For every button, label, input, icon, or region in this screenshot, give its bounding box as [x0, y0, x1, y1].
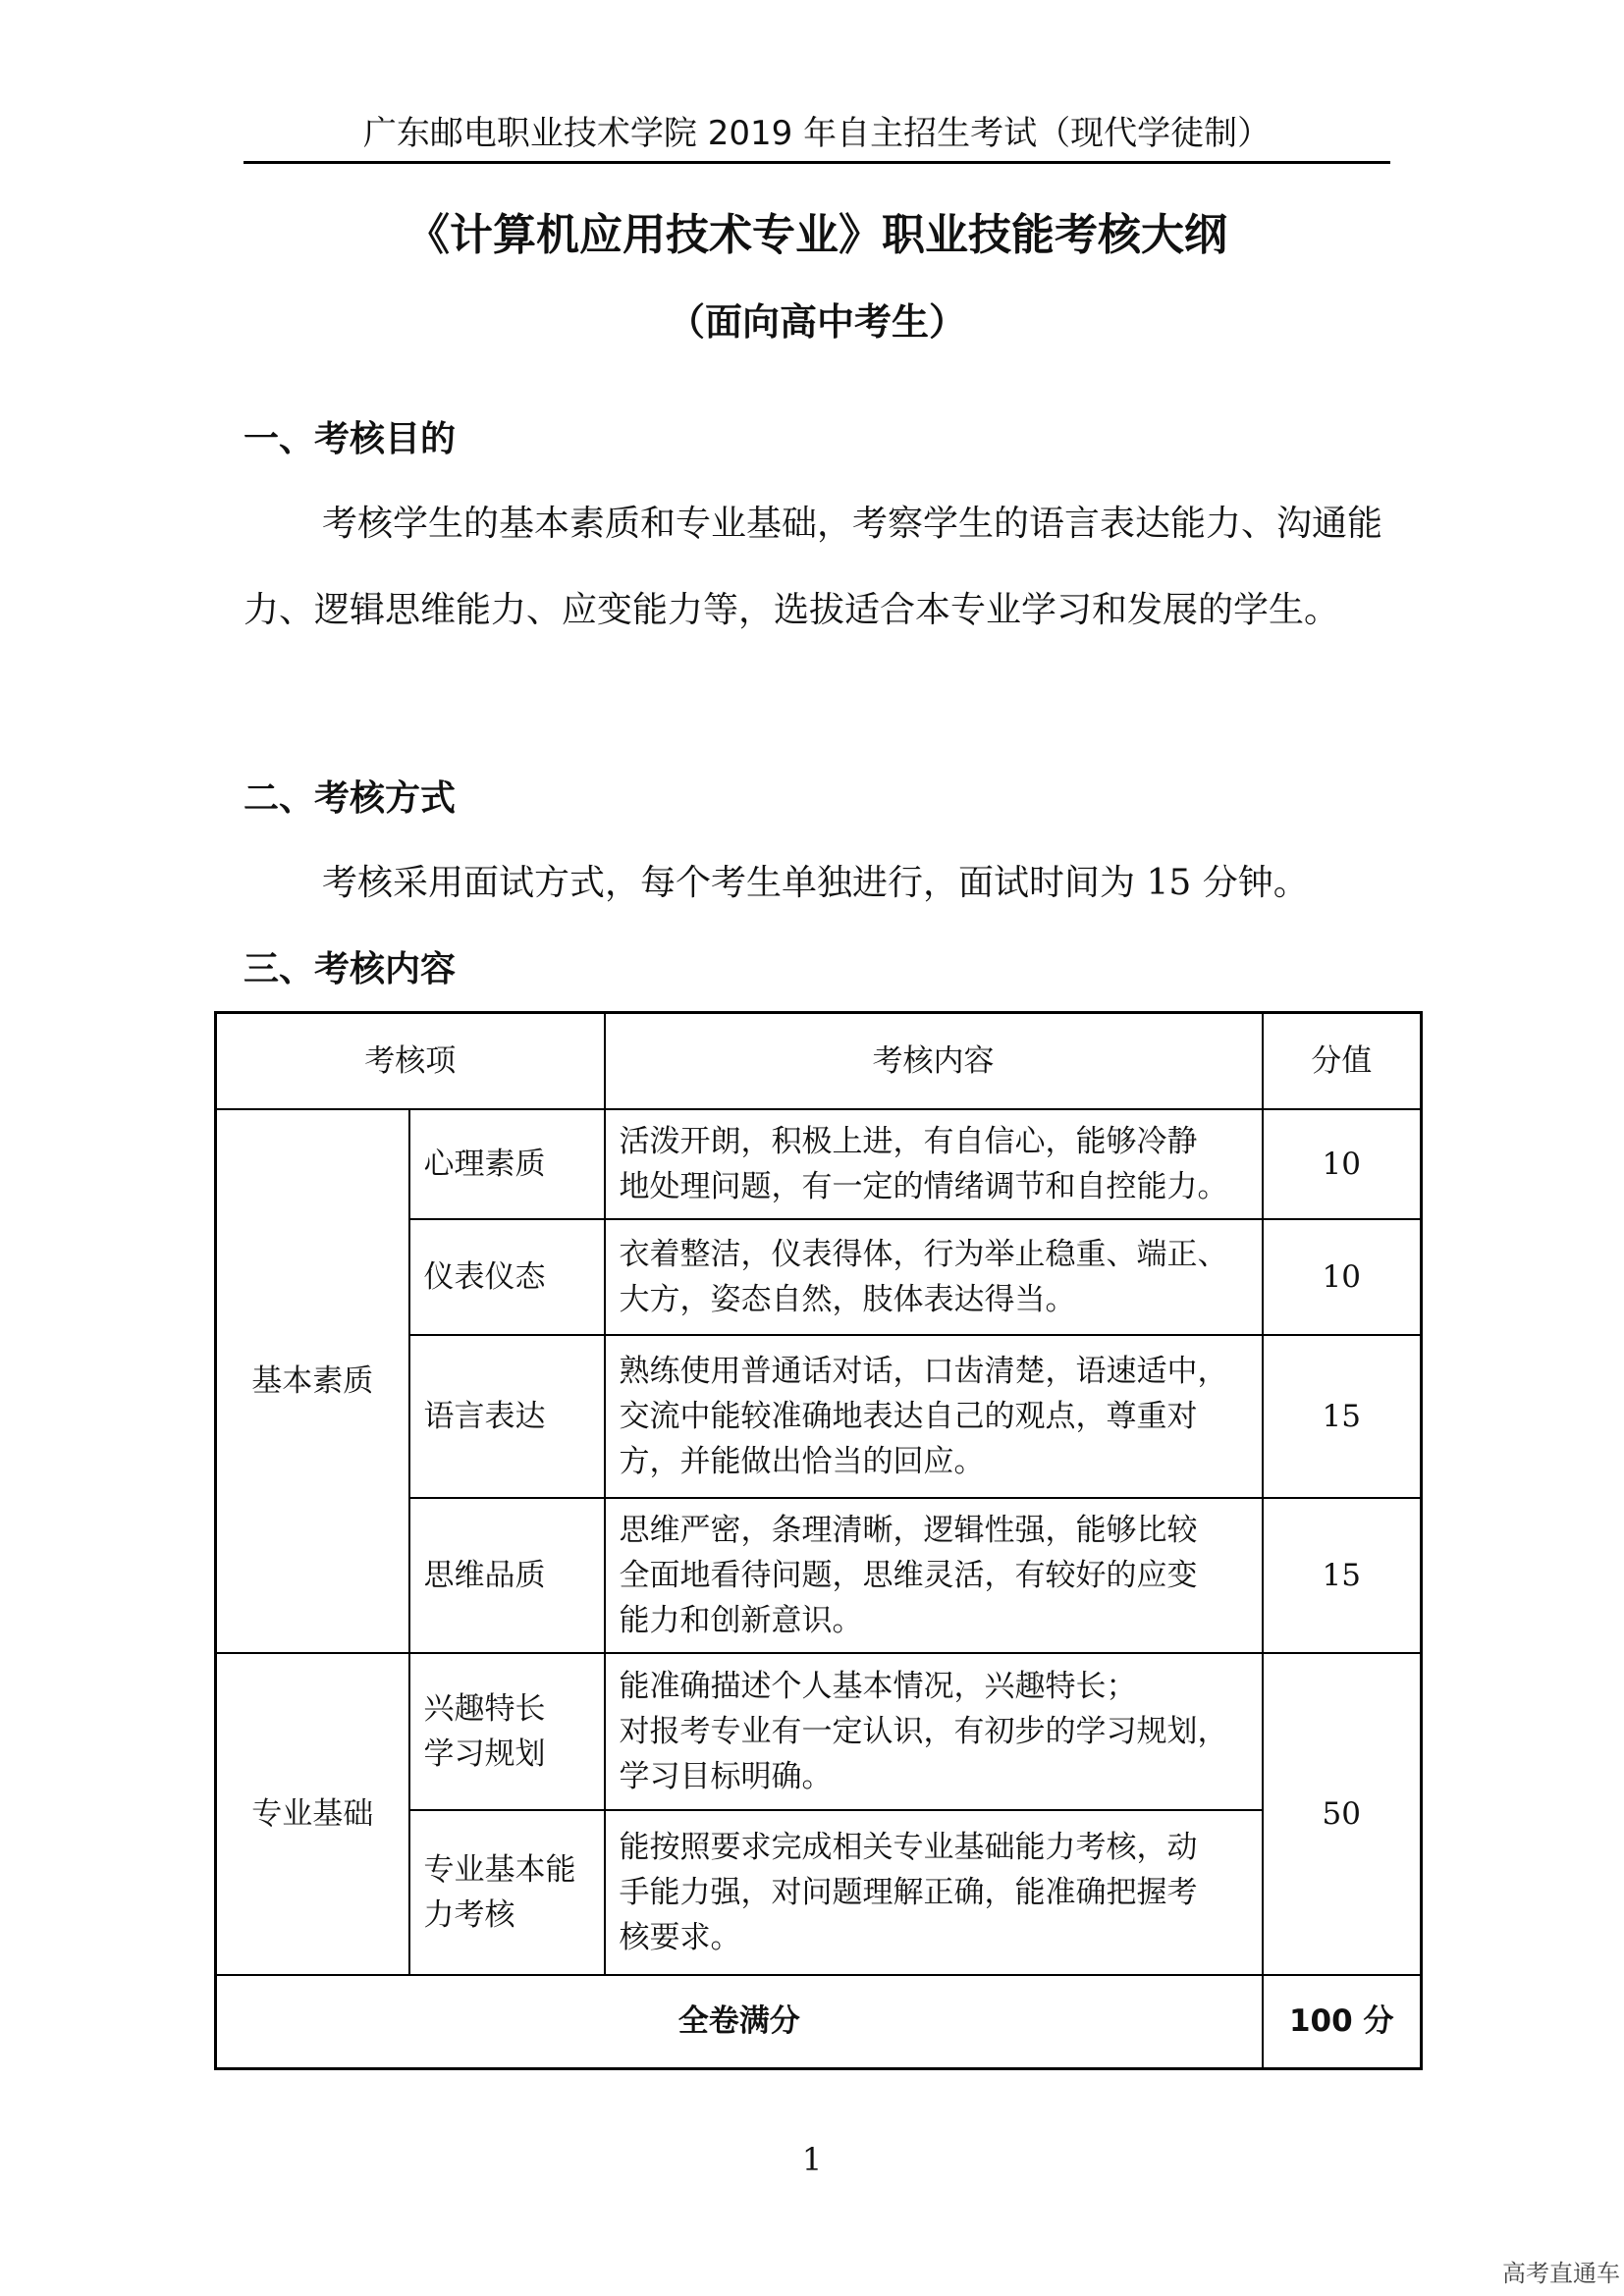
content-line: 手能力强，对问题理解正确，能准确把握考: [619, 1874, 1198, 1910]
group-cell-basic-quality: 基本素质: [216, 1109, 409, 1653]
item-score-cell: 10: [1263, 1219, 1422, 1335]
item-score-cell: 15: [1263, 1335, 1422, 1498]
content-line: 大方，姿态自然，肢体表达得当。: [619, 1281, 1076, 1317]
page-number: 1: [801, 2141, 823, 2178]
item-content-cell: [605, 1810, 1263, 1975]
item-score-cell: 10: [1263, 1109, 1422, 1219]
item-name-cell: 思维品质: [409, 1498, 605, 1653]
content-line: 方，并能做出恰当的回应。: [619, 1443, 985, 1479]
item-name-line: 力考核: [423, 1896, 515, 1933]
content-line: 能力和创新意识。: [619, 1602, 863, 1638]
content-line: 核要求。: [619, 1919, 741, 1955]
document-subtitle: （面向高中考生）: [667, 300, 966, 344]
header-cell-item: 考核项: [216, 1013, 605, 1109]
content-line: 学习目标明确。: [619, 1758, 833, 1794]
watermark-text: 高考直通车: [1502, 2260, 1620, 2287]
item-name-cell: 仪表仪态: [409, 1219, 605, 1335]
table-header-row: [216, 1013, 1422, 1109]
content-line: 能准确描述个人基本情况，兴趣特长；: [619, 1668, 1137, 1704]
header-rule: [244, 161, 1390, 164]
item-name-cell: [409, 1810, 605, 1975]
content-line: 衣着整洁，仪表得体，行为举止稳重、端正、: [619, 1236, 1228, 1272]
content-line: 全面地看待问题，思维灵活，有较好的应变: [619, 1557, 1198, 1593]
content-line: 地处理问题，有一定的情绪调节和自控能力。: [619, 1168, 1228, 1204]
content-line: 熟练使用普通话对话，口齿清楚，语速适中，: [619, 1353, 1228, 1389]
content-line: 活泼开朗，积极上进，有自信心，能够冷静: [619, 1123, 1198, 1159]
section-body-method: 考核采用面试方式，每个考生单独进行，面试时间为 15 分钟。: [322, 863, 1309, 903]
item-content-cell: [605, 1653, 1263, 1810]
table-row: [216, 1109, 1422, 1219]
item-name-line: 兴趣特长: [423, 1690, 546, 1727]
item-name-line: 学习规划: [423, 1735, 546, 1772]
item-content-cell: [605, 1335, 1263, 1498]
item-content-cell: [605, 1109, 1263, 1219]
section-heading-purpose: 一、考核目的: [244, 419, 457, 459]
table-total-row: [216, 1975, 1422, 2069]
table-row: [216, 1653, 1422, 1810]
item-content-cell: [605, 1498, 1263, 1653]
document-title: 《计算机应用技术专业》职业技能考核大纲: [406, 210, 1227, 260]
item-name-cell: 语言表达: [409, 1335, 605, 1498]
item-content-cell: [605, 1219, 1263, 1335]
content-line: 对报考专业有一定认识，有初步的学习规划，: [619, 1713, 1228, 1749]
content-line: 思维严密，条理清晰，逻辑性强，能够比较: [619, 1512, 1198, 1548]
total-label-cell: 全卷满分: [216, 1975, 1263, 2069]
content-line: 交流中能较准确地表达自己的观点，尊重对: [619, 1398, 1198, 1434]
page-header: 广东邮电职业技术学院 2019 年自主招生考试（现代学徒制）: [362, 114, 1272, 153]
item-name-cell: 心理素质: [409, 1109, 605, 1219]
item-score-cell: 15: [1263, 1498, 1422, 1653]
content-line: 能按照要求完成相关专业基础能力考核，动: [619, 1829, 1198, 1865]
header-cell-score: 分值: [1263, 1013, 1422, 1109]
group-cell-professional-basis: 专业基础: [216, 1653, 409, 1975]
item-name-line: 专业基本能: [423, 1851, 576, 1888]
header-cell-content: 考核内容: [605, 1013, 1263, 1109]
group-score-cell: 50: [1263, 1653, 1422, 1975]
section-body-purpose: 考核学生的基本素质和专业基础，考察学生的语言表达能力、沟通能力、逻辑思维能力、应变能力等，选拔适合本专业学习和发展的学生。: [244, 504, 1383, 630]
item-name-cell: [409, 1653, 605, 1810]
total-score-cell: 100 分: [1263, 1975, 1422, 2069]
section-heading-method: 二、考核方式: [244, 778, 457, 819]
section-heading-content: 三、考核内容: [244, 949, 457, 989]
assessment-table: [214, 1011, 1423, 2070]
